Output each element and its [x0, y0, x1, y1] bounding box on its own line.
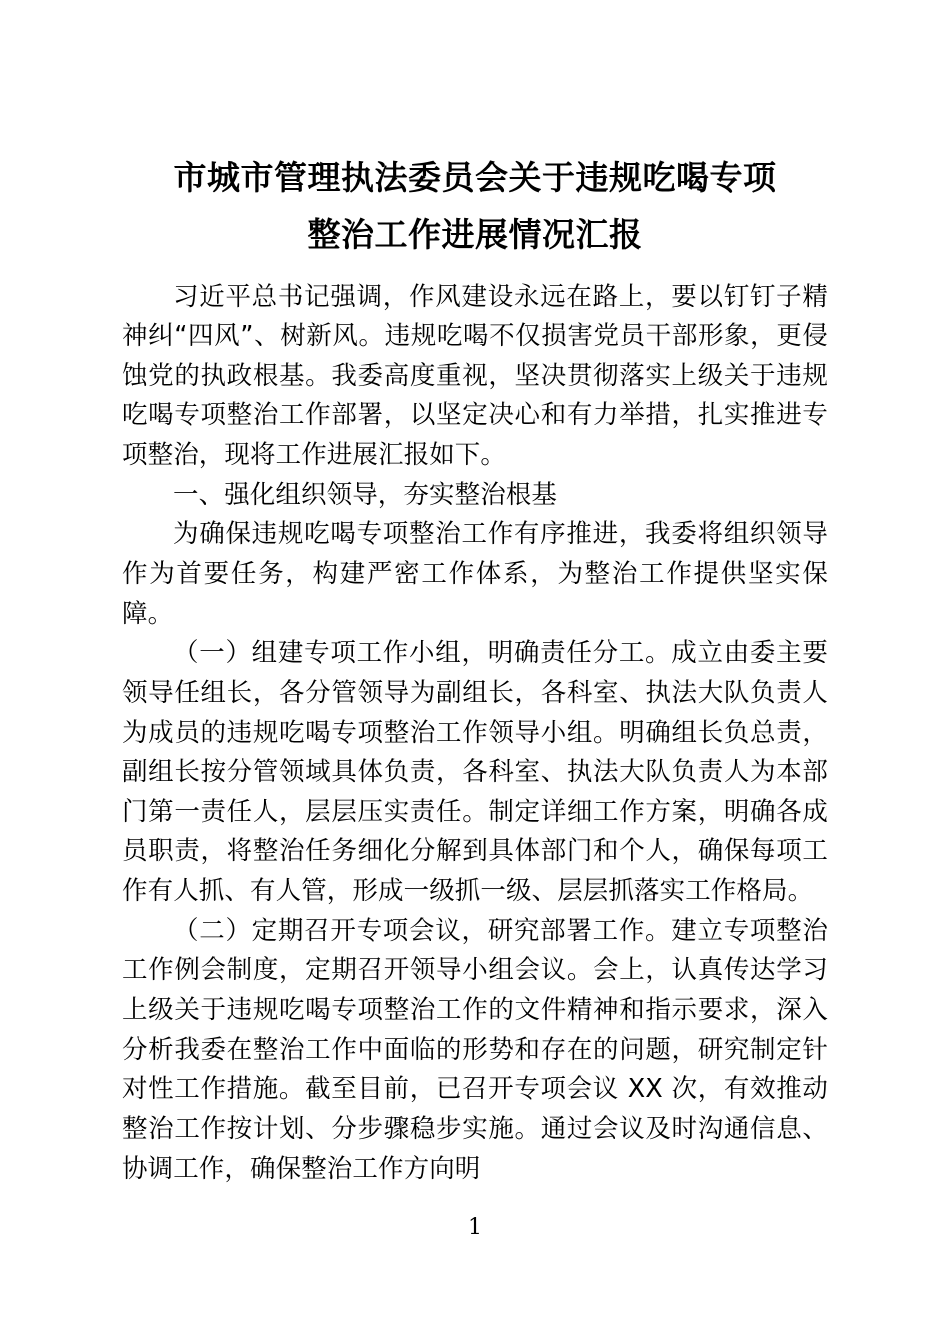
- paragraph: 为确保违规吃喝专项整治工作有序推进，我委将组织领导作为首要任务，构建严密工作体系，为整治工作提供坚实保障。: [122, 519, 828, 629]
- title-line-2: 整治工作进展情况汇报: [307, 214, 643, 254]
- page-title: [122, 150, 828, 264]
- document-body: [122, 278, 828, 1190]
- page-number: 1: [468, 1215, 482, 1240]
- section-heading: 一、强化组织领导，夯实整治根基: [173, 479, 558, 510]
- paragraph: （一）组建专项工作小组，明确责任分工。成立由委主要领导任组长，各分管领导为副组长，各科室、执法大队负责人为成员的违规吃喝专项整治工作领导小组。明确组长负总责，副组长按分管领域具体负责，各科室、执法大队负责人为本部门第一责任人，层层压实责任。制定详细工作方案，明确各成员职责，将整治任务细化分解到具体部门和个人，确保每项工作有人抓、有人管，形成一级抓一级、层层抓落实工作格局。: [122, 638, 828, 907]
- title-line-1: 市城市管理执法委员会关于违规吃喝专项: [173, 158, 777, 197]
- paragraph: （二）定期召开专项会议，研究部署工作。建立专项整治工作例会制度，定期召开领导小组会议。会上，认真传达学习上级关于违规吃喝专项整治工作的文件精神和指示要求，深入分析我委在整治工作中面临的形势和存在的问题，研究制定针对性工作措施。截至目前，已召开专项会议 XX 次，有效推动整治工作按计划、分步骤稳步实施。通过会议及时沟通信息、协调工作，确保整治工作方向明: [122, 915, 828, 1184]
- paragraph: 习近平总书记强调，作风建设永远在路上，要以钉钉子精神纠“四风”、树新风。违规吃喝不仅损害党员干部形象，更侵蚀党的执政根基。我委高度重视，坚决贯彻落实上级关于违规吃喝专项整治工作部署，以坚定决心和有力举措，扎实推进专项整治，现将工作进展汇报如下。: [122, 281, 828, 471]
